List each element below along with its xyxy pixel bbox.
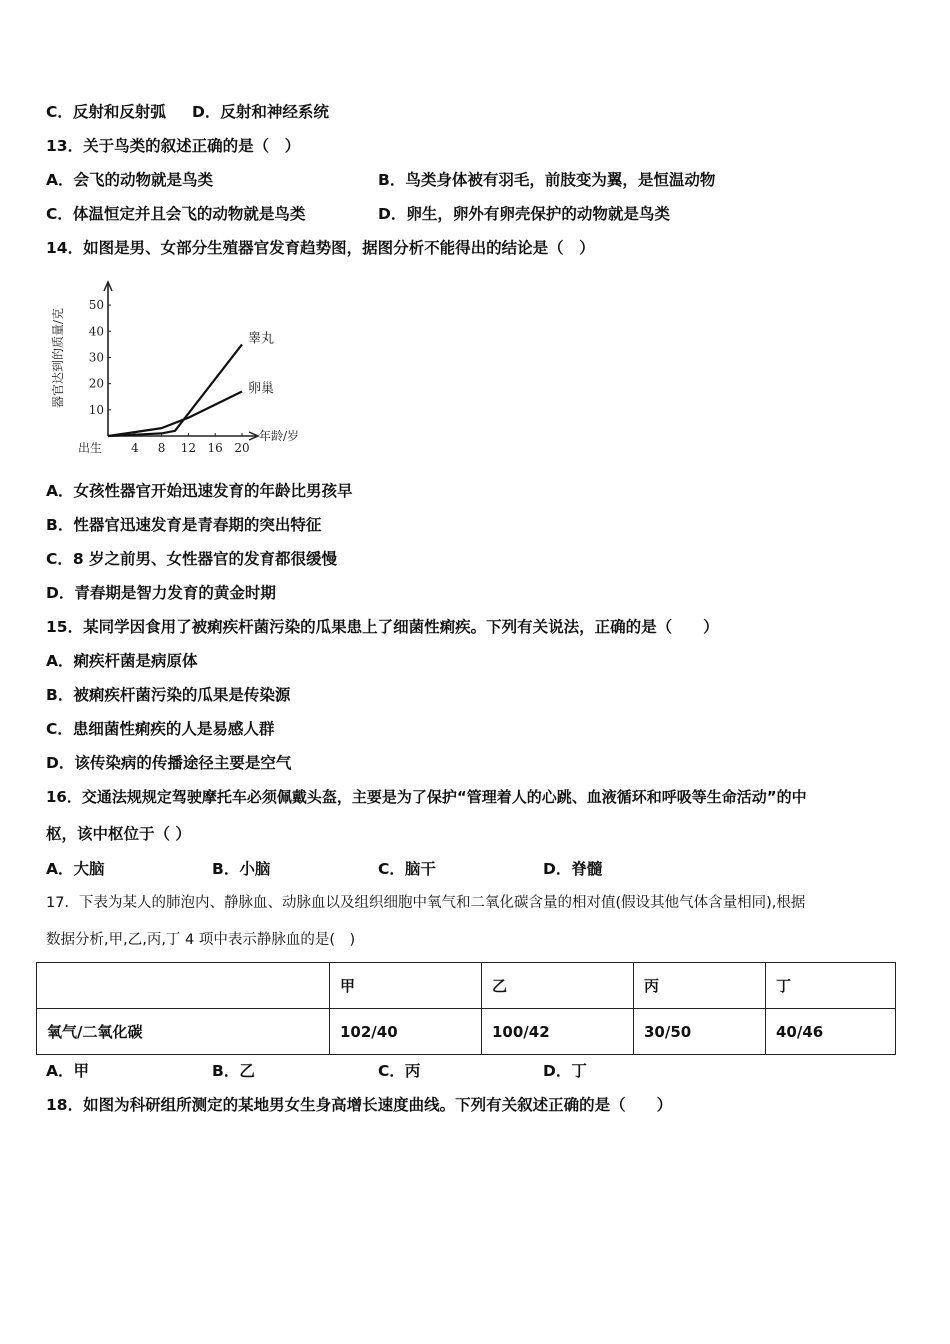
q16-option-d: D．脊髓: [543, 860, 603, 878]
table-cell: 40/46: [766, 1009, 896, 1055]
q13-option-b: B．鸟类身体被有羽毛，前肢变为翼，是恒温动物: [378, 171, 716, 189]
q15-option-d: D．该传染病的传播途径主要是空气: [46, 754, 292, 772]
table-header-cell: 丁: [766, 963, 896, 1009]
x-tick-label: 4: [130, 441, 139, 455]
q12-option-c: C．反射和反射弧: [46, 103, 166, 121]
table-cell: 氧气/二氧化碳: [37, 1009, 330, 1055]
q16-stem-line1: 16．交通法规规定驾驶摩托车必须佩戴头盔，主要是为了保护“管理着人的心跳、血液循环和呼吸等生命活动”的中: [46, 788, 807, 806]
gas-content-table: [36, 962, 896, 1055]
table-header-cell: 乙: [482, 963, 634, 1009]
x-origin-label: 出生: [78, 441, 103, 455]
q17-stem-line1: 17．下表为某人的肺泡内、静脉血、动脉血以及组织细胞中氧气和二氧化碳含量的相对值(假设其他气体含量相同),根据: [46, 895, 806, 911]
q15-option-a: A．痢疾杆菌是病原体: [46, 652, 198, 670]
q15-option-c: C．患细菌性痢疾的人是易感人群: [46, 720, 275, 738]
y-tick-label: 40: [88, 324, 104, 339]
q14-stem: 14．如图是男、女部分生殖器官发育趋势图，据图分析不能得出的结论是（ ）: [46, 239, 595, 257]
y-tick-label: 20: [88, 376, 104, 391]
q17-stem-line2: 数据分析,甲,乙,丙,丁 4 项中表示静脉血的是( ): [46, 932, 356, 948]
table-cell: 100/42: [482, 1009, 634, 1055]
table-header-cell: [37, 963, 330, 1009]
table-cell: 30/50: [634, 1009, 766, 1055]
x-tick-label: 16: [207, 441, 223, 455]
y-tick-label: 30: [88, 350, 104, 365]
q16-option-b: B．小脑: [212, 860, 271, 878]
y-axis-label: 器官达到的质量/克: [51, 307, 65, 409]
organ-growth-chart: [46, 280, 316, 465]
q15-option-b: B．被痢疾杆菌污染的瓜果是传染源: [46, 686, 291, 704]
q17-option-a: A．甲: [46, 1062, 89, 1080]
q12-option-d: D．反射和神经系统: [192, 103, 329, 121]
y-tick-label: 10: [88, 402, 104, 417]
table-header-row: [37, 963, 896, 1009]
q14-option-a: A．女孩性器官开始迅速发育的年龄比男孩早: [46, 482, 353, 500]
q18-stem: 18．如图为科研组所测定的某地男女生身高增长速度曲线。下列有关叙述正确的是（ ）: [46, 1096, 673, 1114]
table-header-cell: 丙: [634, 963, 766, 1009]
table-cell: 102/40: [330, 1009, 482, 1055]
table-header-cell: 甲: [330, 963, 482, 1009]
q13-option-c: C．体温恒定并且会飞的动物就是鸟类: [46, 205, 306, 223]
table-row: [37, 1009, 896, 1055]
x-tick-label: 8: [157, 441, 166, 455]
q16-option-c: C．脑干: [378, 860, 436, 878]
series-label: 卵巢: [248, 381, 275, 397]
x-tick-label: 20: [234, 441, 250, 455]
x-tick-label: 12: [180, 441, 197, 455]
q17-option-c: C．丙: [378, 1062, 421, 1080]
x-axis-label: 年龄/岁: [259, 429, 300, 443]
q17-option-b: B．乙: [212, 1062, 255, 1080]
q13-stem: 13．关于鸟类的叙述正确的是（ ）: [46, 137, 301, 155]
series-label: 睾丸: [248, 331, 275, 347]
y-tick-label: 50: [88, 298, 104, 313]
q14-option-b: B．性器官迅速发育是青春期的突出特征: [46, 516, 322, 534]
chart-axes: [104, 282, 258, 440]
q16-stem-line2: 枢，该中枢位于（ ）: [46, 825, 191, 843]
q14-option-c: C．8 岁之前男、女性器官的发育都很缓慢: [46, 550, 338, 568]
q13-option-a: A．会飞的动物就是鸟类: [46, 171, 213, 189]
q17-option-d: D．丁: [543, 1062, 587, 1080]
q14-option-d: D．青春期是智力发育的黄金时期: [46, 584, 276, 602]
q13-option-d: D．卵生，卵外有卵壳保护的动物就是鸟类: [378, 205, 670, 223]
q15-stem: 15．某同学因食用了被痢疾杆菌污染的瓜果患上了细菌性痢疾。下列有关说法，正确的是（ ）: [46, 618, 719, 636]
q16-option-a: A．大脑: [46, 860, 105, 878]
chart-series: [108, 330, 274, 436]
